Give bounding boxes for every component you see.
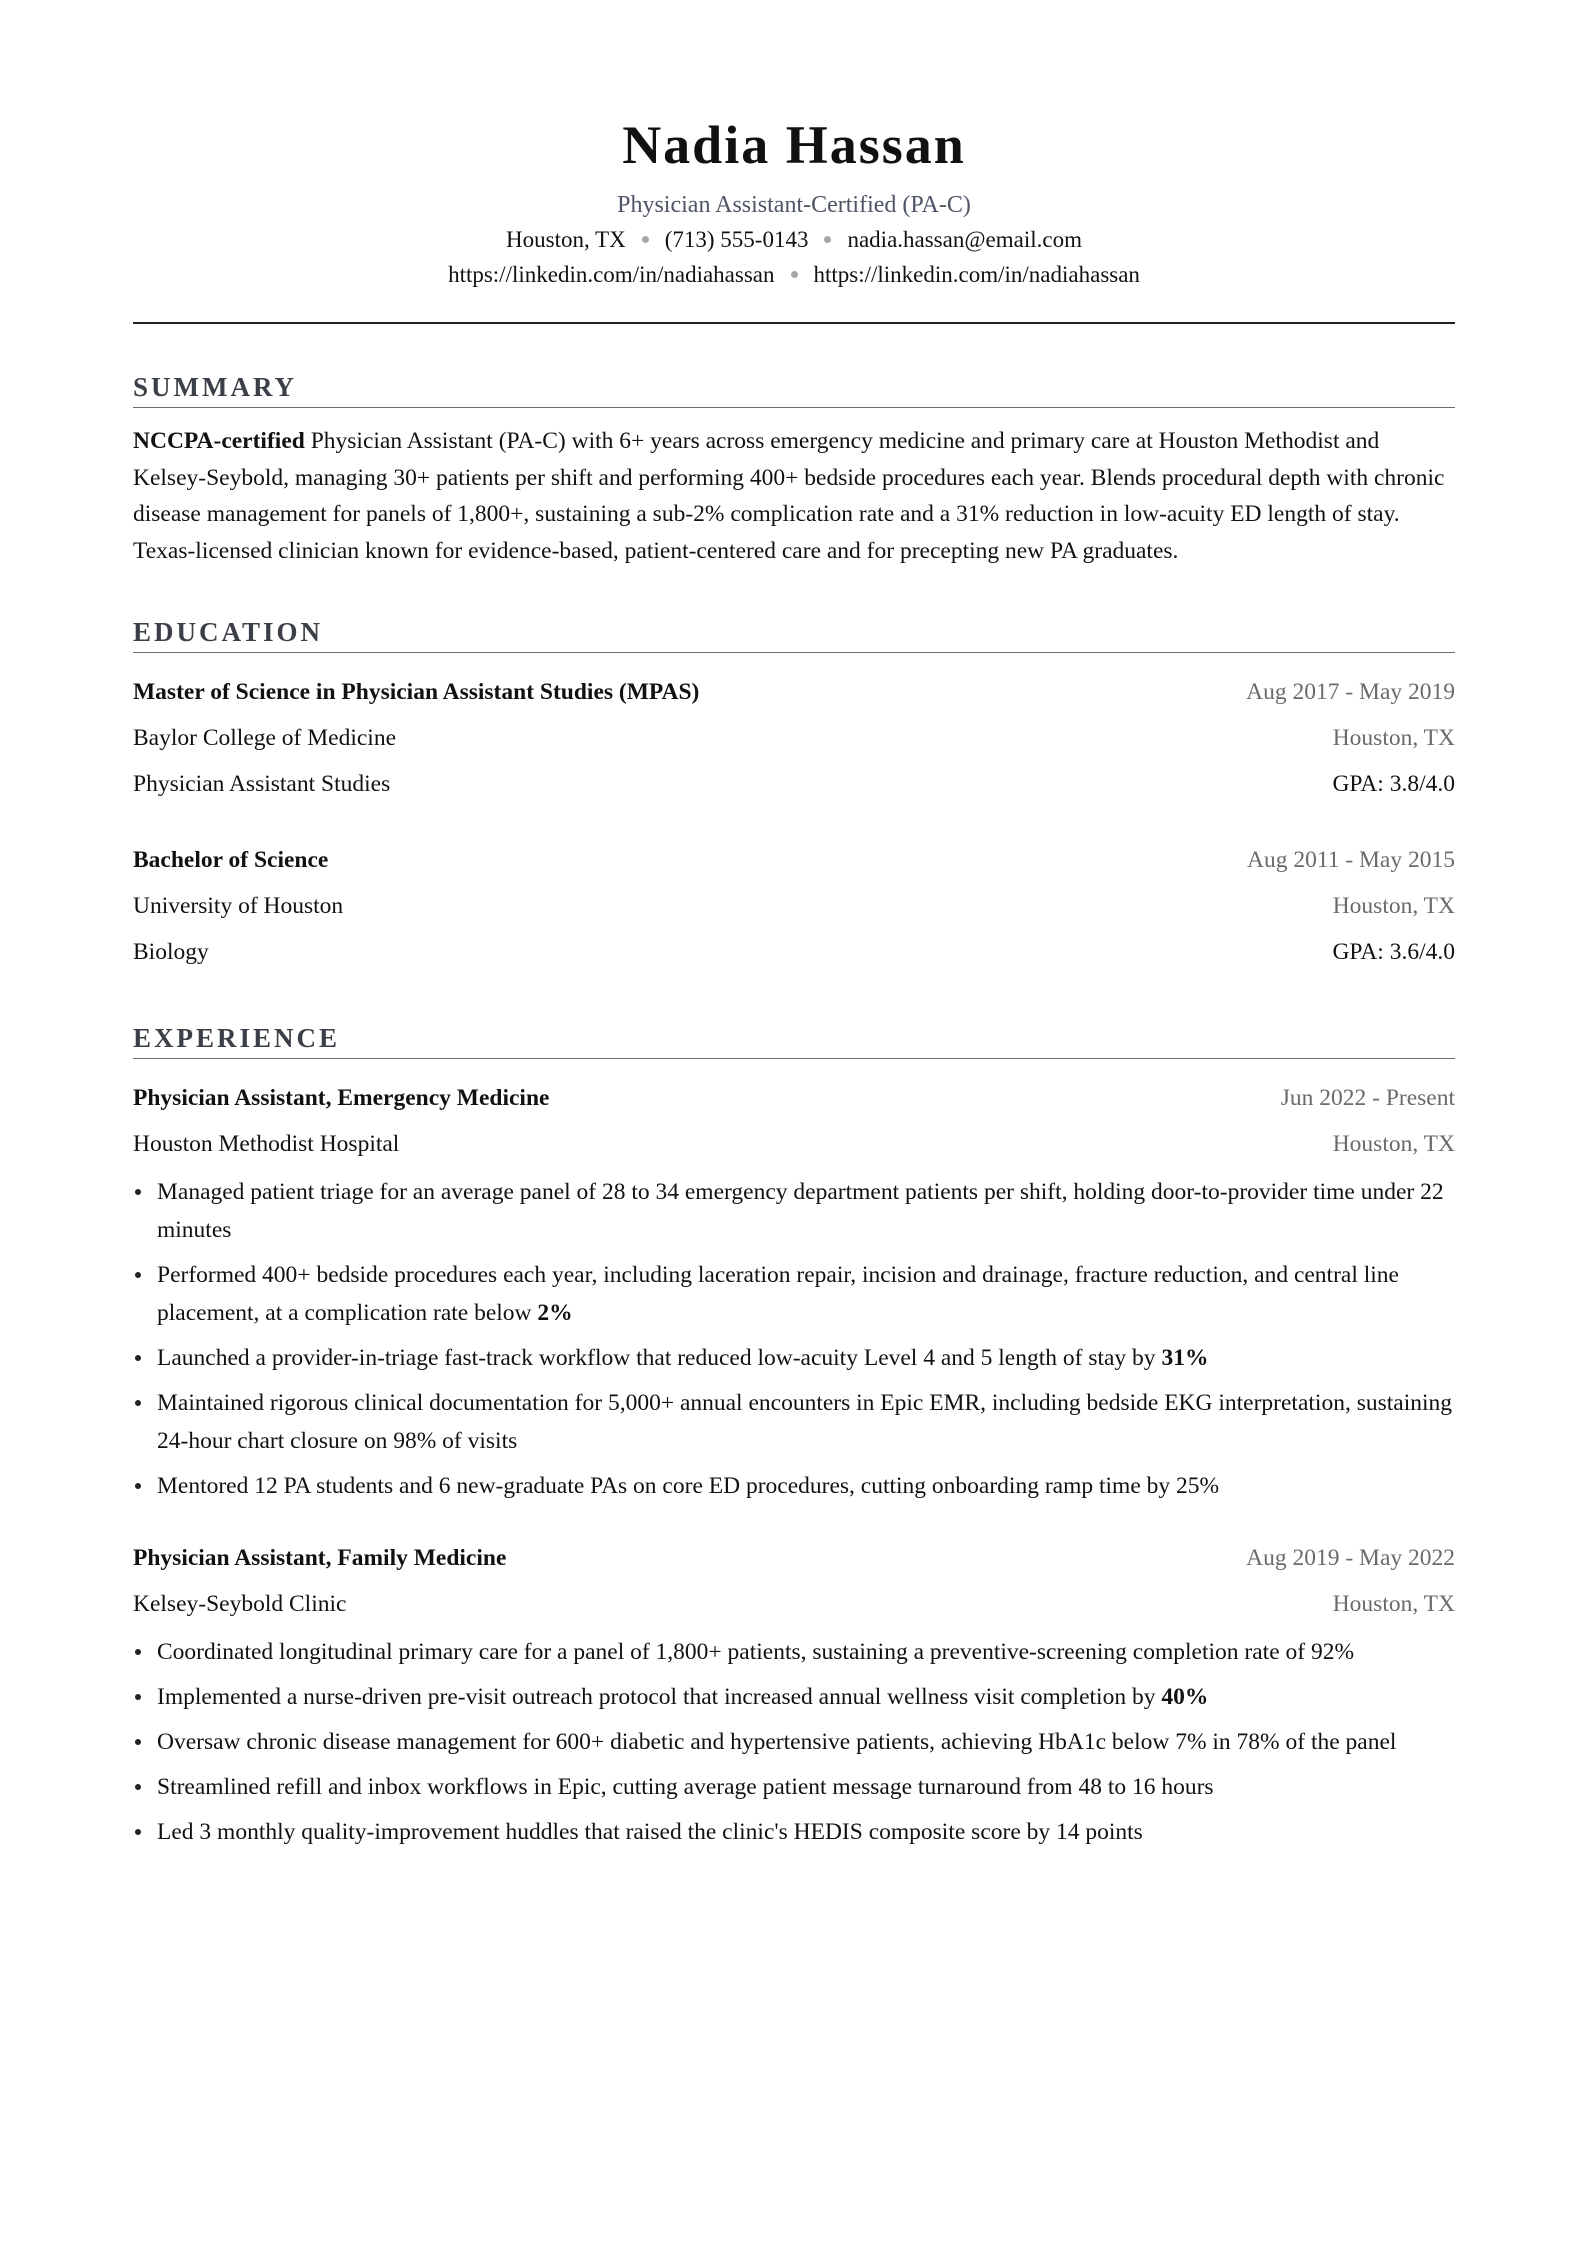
education-location: Houston, TX — [1332, 725, 1455, 751]
education-field: Biology — [133, 939, 209, 965]
bullet-text: Implemented a nurse-driven pre-visit outreach protocol that increased annual wellness visit completion by — [157, 1684, 1162, 1710]
separator-dot-icon — [642, 236, 649, 243]
summary-section — [133, 370, 1455, 569]
education-row-school — [133, 883, 1455, 929]
experience-bullets — [133, 1633, 1455, 1851]
bullet-text: Performed 400+ bedside procedures each year, including laceration repair, incision and drainage, fracture reduction, and central line placement, at a complication rate below — [157, 1262, 1399, 1326]
education-gpa: GPA: 3.6/4.0 — [1332, 939, 1455, 965]
experience-entry — [133, 1075, 1455, 1505]
separator-dot-icon — [824, 236, 831, 243]
experience-row-employer — [133, 1121, 1455, 1167]
contact-phone: (713) 555-0143 — [664, 227, 809, 252]
education-location: Houston, TX — [1332, 893, 1455, 919]
education-row-school — [133, 715, 1455, 761]
contact-line-primary — [133, 222, 1455, 257]
contact-linkedin-link[interactable]: https://linkedin.com/in/nadiahassan — [448, 262, 775, 287]
contact-location: Houston, TX — [506, 227, 626, 252]
contact-line-links — [133, 257, 1455, 292]
summary-paragraph — [133, 423, 1455, 569]
header-divider — [133, 322, 1455, 324]
education-dates: Aug 2011 - May 2015 — [1246, 847, 1455, 873]
education-field: Physician Assistant Studies — [133, 771, 391, 797]
experience-location: Houston, TX — [1332, 1131, 1455, 1157]
separator-dot-icon — [791, 271, 798, 278]
experience-bullet — [133, 1173, 1455, 1249]
candidate-title: Physician Assistant-Certified (PA-C) — [617, 192, 971, 218]
education-school: University of Houston — [133, 893, 344, 919]
contact-linkedin-link-secondary[interactable]: https://linkedin.com/in/nadiahassan — [813, 262, 1140, 287]
bullet-text: Maintained rigorous clinical documentation for 5,000+ annual encounters in Epic EMR, including bedside EKG interpretation, sustaining 24-hour chart closure on 98% of visits — [157, 1390, 1453, 1454]
bullet-text: Oversaw chronic disease management for 600+ diabetic and hypertensive patients, achieving HbA1c below 7% in 78% of the panel — [157, 1729, 1397, 1755]
education-degree: Master of Science in Physician Assistant Studies (MPAS) — [133, 679, 700, 705]
education-section — [133, 615, 1455, 975]
education-row-field — [133, 929, 1455, 975]
education-row-degree — [133, 837, 1455, 883]
experience-role: Physician Assistant, Emergency Medicine — [133, 1085, 550, 1111]
education-row-field — [133, 761, 1455, 807]
bullet-text: Launched a provider-in-triage fast-track workflow that reduced low-acuity Level 4 and 5 length of stay by — [157, 1345, 1162, 1371]
bullet-highlight: 31% — [1161, 1345, 1209, 1371]
bullet-highlight: 2% — [537, 1300, 573, 1326]
experience-bullet — [133, 1467, 1455, 1505]
section-heading-education: EDUCATION — [133, 615, 1455, 653]
education-gpa: GPA: 3.8/4.0 — [1332, 771, 1455, 797]
bullet-text: Mentored 12 PA students and 6 new-graduate PAs on core ED procedures, cutting onboarding ramp time by 25% — [157, 1473, 1220, 1499]
bullet-text: Coordinated longitudinal primary care for a panel of 1,800+ patients, sustaining a preventive-screening completion rate of 92% — [157, 1639, 1355, 1665]
experience-bullet — [133, 1768, 1455, 1806]
bullet-text: Streamlined refill and inbox workflows in Epic, cutting average patient message turnaround from 48 to 16 hours — [157, 1774, 1214, 1800]
experience-bullet — [133, 1813, 1455, 1851]
candidate-name: Nadia Hassan — [622, 115, 966, 175]
education-entry — [133, 669, 1455, 807]
section-heading-summary: SUMMARY — [133, 370, 1455, 408]
experience-employer: Kelsey-Seybold Clinic — [133, 1591, 347, 1617]
bullet-text: Managed patient triage for an average panel of 28 to 34 emergency department patients per shift, holding door-to-provider time under 22 minutes — [157, 1179, 1444, 1243]
experience-row-role — [133, 1535, 1455, 1581]
experience-bullet — [133, 1256, 1455, 1332]
experience-bullet — [133, 1339, 1455, 1377]
education-row-degree — [133, 669, 1455, 715]
experience-section — [133, 1021, 1455, 1851]
experience-row-role — [133, 1075, 1455, 1121]
experience-role: Physician Assistant, Family Medicine — [133, 1545, 507, 1571]
experience-bullet — [133, 1723, 1455, 1761]
experience-employer: Houston Methodist Hospital — [133, 1131, 400, 1157]
summary-lead: NCCPA-certified — [133, 428, 305, 454]
summary-text: Physician Assistant (PA-C) with 6+ years across emergency medicine and primary care at Houston Methodist and Kelsey-Seybold, managing 30+ patients per shift and performing 400+ bedside procedures each year. Blends procedural depth with chronic disease management for panels of 1,800+, sustaining a sub-2% complication rate and a 31% reduction in low-acuity ED length of stay. Texas-licensed clinician known for evidence-based, patient-centered care and for precepting new PA graduates. — [133, 428, 1445, 564]
experience-dates: Aug 2019 - May 2022 — [1246, 1545, 1455, 1571]
bullet-highlight: 40% — [1161, 1684, 1209, 1710]
experience-entry — [133, 1535, 1455, 1851]
education-school: Baylor College of Medicine — [133, 725, 396, 751]
contact-email[interactable]: nadia.hassan@email.com — [847, 227, 1082, 252]
education-degree: Bachelor of Science — [133, 847, 329, 873]
experience-dates: Jun 2022 - Present — [1280, 1085, 1455, 1111]
experience-bullet — [133, 1678, 1455, 1716]
resume-header — [133, 112, 1455, 292]
experience-row-employer — [133, 1581, 1455, 1627]
experience-bullets — [133, 1173, 1455, 1505]
bullet-text: Led 3 monthly quality-improvement huddles that raised the clinic's HEDIS composite score by 14 points — [157, 1819, 1143, 1845]
education-entry — [133, 837, 1455, 975]
experience-bullet — [133, 1633, 1455, 1671]
experience-bullet — [133, 1384, 1455, 1460]
education-dates: Aug 2017 - May 2019 — [1246, 679, 1455, 705]
section-heading-experience: EXPERIENCE — [133, 1021, 1455, 1059]
experience-location: Houston, TX — [1332, 1591, 1455, 1617]
